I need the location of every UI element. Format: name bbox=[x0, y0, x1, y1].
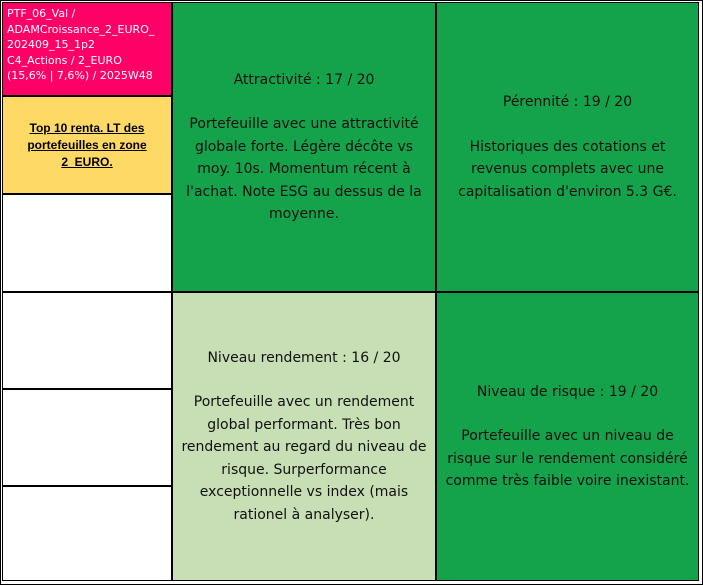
empty-cell bbox=[2, 389, 172, 486]
risque-panel bbox=[436, 292, 699, 581]
rendement-title: Niveau rendement : 16 / 20 bbox=[207, 349, 401, 366]
ranking-cell bbox=[2, 96, 172, 194]
perennite-panel bbox=[436, 2, 699, 292]
portfolio-title-line: 202409_15_1p2 bbox=[7, 38, 95, 51]
risque-title: Niveau de risque : 19 / 20 bbox=[476, 383, 659, 400]
empty-cell bbox=[2, 292, 172, 389]
portfolio-title-line: PTF_06_Val / bbox=[7, 7, 76, 20]
portfolio-title-line: C4_Actions / 2_EURO bbox=[7, 53, 122, 67]
empty-cell bbox=[2, 486, 172, 581]
attractivite-panel bbox=[172, 2, 436, 292]
rendement-text: Portefeuille avec un rendement global performant. Très bon rendement au regard du niveau de risque. Surperformance exceptionnelle vs index (mais rationel à analyser). bbox=[181, 394, 427, 523]
attractivite-title: Attractivité : 17 / 20 bbox=[233, 71, 375, 88]
rendement-panel bbox=[172, 292, 436, 581]
ranking-label: Top 10 renta. LT des portefeuilles en zone 2_EURO. bbox=[27, 120, 147, 169]
portfolio-title-line: (15,6% | 7,6%) / 2025W48 bbox=[7, 69, 153, 82]
perennite-text: Historiques des cotations et revenus complets avec une capitalisation d'environ 5.3 G€. bbox=[458, 138, 677, 200]
perennite-title: Pérennité : 19 / 20 bbox=[502, 94, 633, 110]
portfolio-title-line: ADAMCroissance_2_EURO_ bbox=[7, 22, 155, 36]
attractivite-text: Portefeuille avec une attractivité globale forte. Légère décôte vs moy. 10s. Momentum récent à l'achat. Note ESG au dessus de la moyenne. bbox=[186, 116, 422, 222]
portfolio-title-cell bbox=[2, 2, 172, 96]
risque-text: Portefeuille avec un niveau de risque sur le rendement considéré comme très faible voire inexistant. bbox=[445, 428, 690, 489]
empty-cell bbox=[2, 194, 172, 292]
